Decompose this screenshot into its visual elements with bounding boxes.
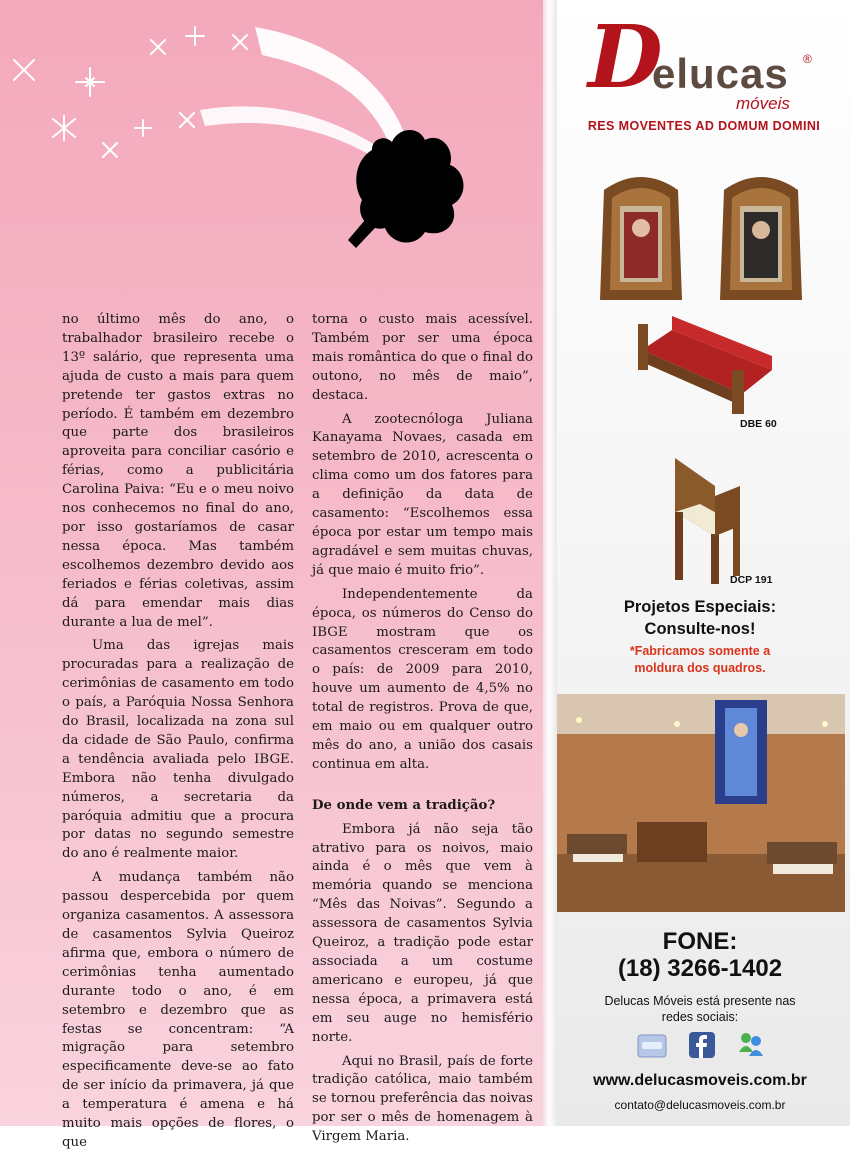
subheading: De onde vem a tradição?: [312, 797, 496, 813]
paragraph: Uma das igrejas mais procuradas para a realização de cerimônias de casamento em todo o país, a Paróquia Nossa Senhora do Brasil, localizada na zona sul da cidade de São Paulo, confirma a tendência avaliada pelo IBGE. Embora não tenha divulgado números, a secretaria da paróquia admitiu que a procura por datas no segundo semestre do ano é realmente maior.: [62, 638, 294, 862]
framed-painting-icon: [598, 170, 684, 306]
article-column-1: [62, 311, 294, 1153]
social-networks-line: redes sociais:: [661, 1010, 739, 1024]
paragraph: Independentemente da época, os números do Censo do IBGE mostram que os casamentos cresceram em todo o país: de 2009 para 2010, houve um aumento de 4,5% no total de registros. Prova de que, em maio ou em qualquer outro mês do ano, a união dos casais continua em alta.: [312, 586, 533, 772]
chapel-interior-photo: [557, 694, 845, 912]
social-networks-line: Delucas Móveis está presente nas: [604, 994, 796, 1008]
article-column-2: [312, 311, 533, 1147]
paragraph: no último mês do ano, o trabalhador brasileiro recebe o 13º salário, que representa uma ajuda de custo a mais para quem pretende ter gastos extras no período. É também em dezembro que parte dos brasileiros aproveita para conciliar casório e férias, como a publicitária Carolina Paiva: “Eu e o meu noivo nos conhecemos no final do ano, por isso gostaríamos de casar nessa época. Mas também escolhemos dezembro devido aos feriados e férias coletivas, assim dá para emendar mais dias durante a lua de mel”.: [62, 312, 294, 630]
social-networks-text: [575, 993, 825, 1025]
facebook-icon[interactable]: [688, 1031, 716, 1059]
email-link[interactable]: contato@delucasmoveis.com.br: [614, 1098, 786, 1112]
page-divider: [543, 0, 557, 1126]
special-projects-line: Projetos Especiais:: [623, 598, 777, 616]
phone-number: (18) 3266-1402: [617, 955, 783, 982]
registered-mark: ®: [803, 52, 812, 66]
paragraph: A mudança também não passou despercebida por quem organiza casamentos. A assessora de casamentos Sylvia Queiroz afirma que, embora o número de cerimônias tenha aumentado durante todo o ano, é em setembro e dezembro que as festas se concentram: “A migração para setembro especificamente deve-se ao fato de ser início da primavera, já que a temperatura é amena e há muito mais opções de flores, o que: [62, 870, 294, 1150]
brand-logo-initial: D: [588, 7, 663, 108]
orkut-icon[interactable]: [637, 1033, 667, 1059]
brand-motto: RES MOVENTES AD DOMUM DOMINI: [587, 119, 821, 133]
frame-note-line: *Fabricamos somente a: [629, 644, 771, 658]
phone-label: FONE:: [662, 928, 738, 955]
paragraph: torna o custo mais acessível. Também por ser uma época mais romântica do que o final do outono, no mês de maio”, destaca.: [312, 312, 534, 403]
paragraph: A zootecnóloga Juliana Kanayama Novaes, casada em setembro de 2010, acrescenta o clima como um dos fatores para a definição da data de casamento: “Escolhemos essa época por estar um tempo mais agradável e sem muitas chuvas, já que maio é muito frio”.: [312, 411, 533, 578]
frame-note-line: moldura dos quadros.: [634, 661, 766, 675]
brand-logo-name: elucas: [652, 50, 789, 97]
messenger-icon[interactable]: [736, 1030, 766, 1060]
special-projects-heading: [575, 596, 825, 640]
sparkle-stars-icon: [14, 27, 247, 157]
bouquet-toss-illustration: [0, 0, 543, 300]
paragraph: Aqui no Brasil, país de forte tradição católica, maio também se tornou preferência das noivas por ser o mês de homenagem à Virgem Maria.: [312, 1053, 533, 1145]
frame-note: [575, 643, 825, 677]
brand-logo-subtitle: móveis: [736, 94, 790, 113]
framed-painting-icon: [718, 170, 804, 306]
product-code: DBE 60: [740, 418, 777, 430]
product-code: DCP 191: [730, 574, 773, 586]
website-link[interactable]: www.delucasmoveis.com.br: [593, 1072, 807, 1089]
paragraph: Embora já não seja tão atrativo para os noivos, maio ainda é o mês que vem à memória quando se menciona “Mês das Noivas”. Segundo a assessora de casamentos Sylvia Queiroz, a tradição pode estar associada a um costume americano e europeu, já que nessa época, a primavera está em seu auge no hemisfério norte.: [312, 821, 533, 1045]
special-projects-line: Consulte-nos!: [644, 620, 756, 638]
chair-icon: [645, 456, 745, 586]
church-pew-icon: [632, 310, 782, 420]
